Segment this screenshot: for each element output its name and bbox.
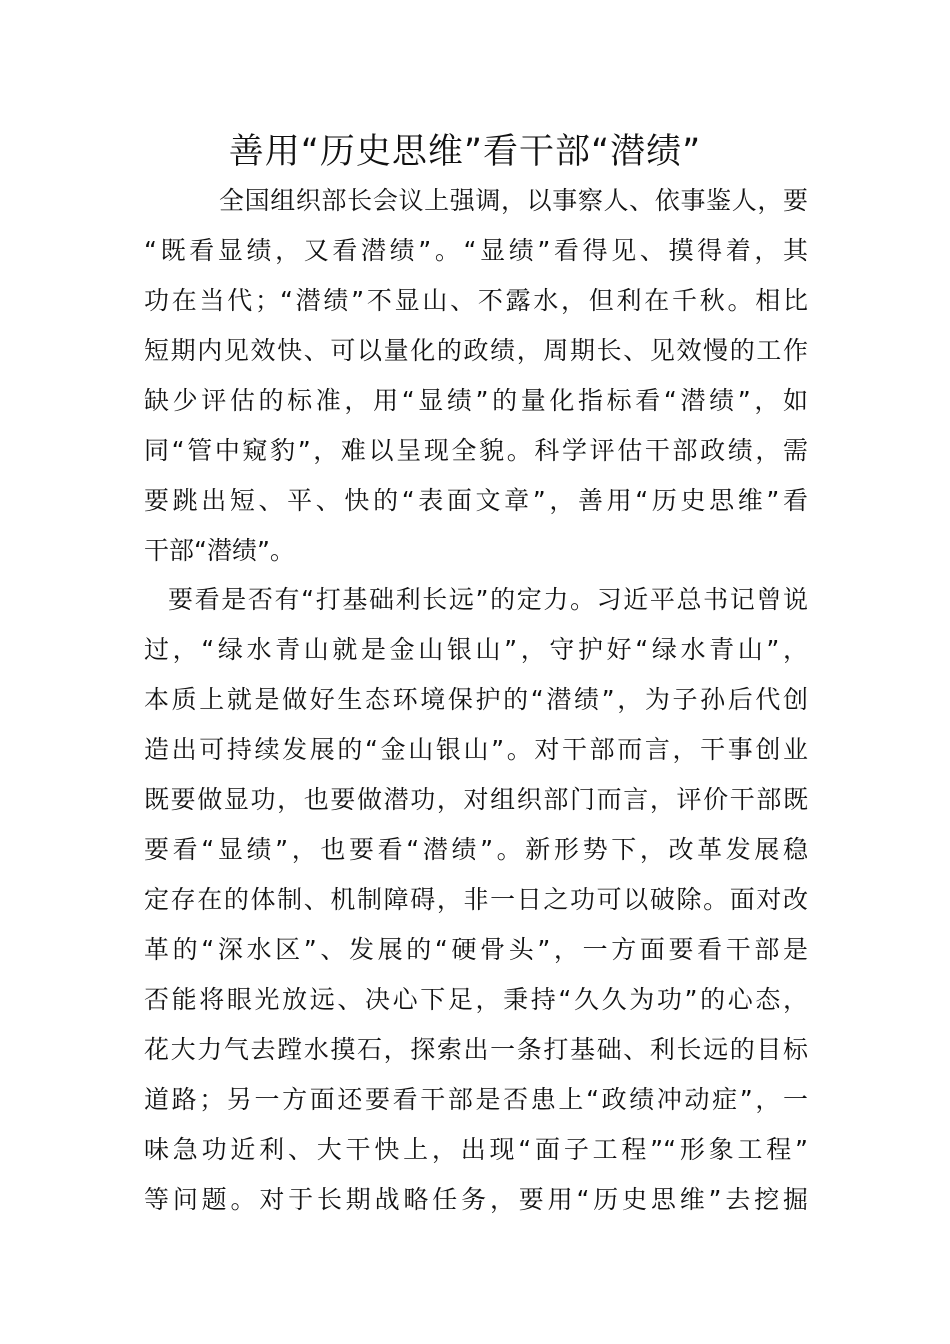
paragraph-2-line-7: 定存在的体制、机制障碍，非一日之功可以破除。面对改 bbox=[144, 885, 808, 914]
paragraph-2-line-10: 花大力气去蹚水摸石，探索出一条打基础、利长远的目标 bbox=[144, 1035, 808, 1064]
paragraph-1-line-3: 功在当代；“潜绩”不显山、不露水，但利在千秋。相比 bbox=[144, 286, 808, 315]
paragraph-2-line-13: 等问题。对于长期战略任务，要用“历史思维”去挖掘 bbox=[144, 1185, 808, 1214]
paragraph-2-line-2: 过，“绿水青山就是金山银山”，守护好“绿水青山”， bbox=[144, 635, 808, 664]
paragraph-2-line-12: 味急功近利、大干快上，出现“面子工程”“形象工程” bbox=[144, 1135, 808, 1164]
paragraph-2-line-6: 要看“显绩”，也要看“潜绩”。新形势下，改革发展稳 bbox=[144, 835, 808, 864]
paragraph-2-line-1: 要看是否有“打基础利长远”的定力。习近平总书记曾说 bbox=[168, 585, 808, 614]
paragraph-1-line-1: 全国组织部长会议上强调，以事察人、依事鉴人，要 bbox=[219, 186, 808, 215]
paragraph-2-line-3: 本质上就是做好生态环境保护的“潜绩”，为子孙后代创 bbox=[144, 685, 808, 714]
paragraph-1-line-6: 同“管中窥豹”，难以呈现全貌。科学评估干部政绩，需 bbox=[144, 436, 808, 465]
paragraph-1-line-8: 干部“潜绩”。 bbox=[144, 536, 295, 565]
paragraph-1-line-5: 缺少评估的标准，用“显绩”的量化指标看“潜绩”，如 bbox=[144, 386, 808, 415]
paragraph-2-line-8: 革的“深水区”、发展的“硬骨头”，一方面要看干部是 bbox=[144, 935, 808, 964]
paragraph-1-line-2: “既看显绩，又看潜绩”。“显绩”看得见、摸得着，其 bbox=[144, 236, 808, 265]
paragraph-2-line-5: 既要做显功，也要做潜功，对组织部门而言，评价干部既 bbox=[144, 785, 808, 814]
paragraph-1-line-7: 要跳出短、平、快的“表面文章”，善用“历史思维”看 bbox=[144, 486, 808, 515]
paragraph-1-line-4: 短期内见效快、可以量化的政绩，周期长、见效慢的工作 bbox=[144, 336, 808, 365]
document-title: 善用“历史思维”看干部“潜绩” bbox=[228, 132, 702, 172]
paragraph-2-line-4: 造出可持续发展的“金山银山”。对干部而言，干事创业 bbox=[144, 735, 808, 764]
paragraph-2-line-11: 道路；另一方面还要看干部是否患上“政绩冲动症”，一 bbox=[144, 1085, 808, 1114]
paragraph-2-line-9: 否能将眼光放远、决心下足，秉持“久久为功”的心态， bbox=[144, 985, 808, 1014]
